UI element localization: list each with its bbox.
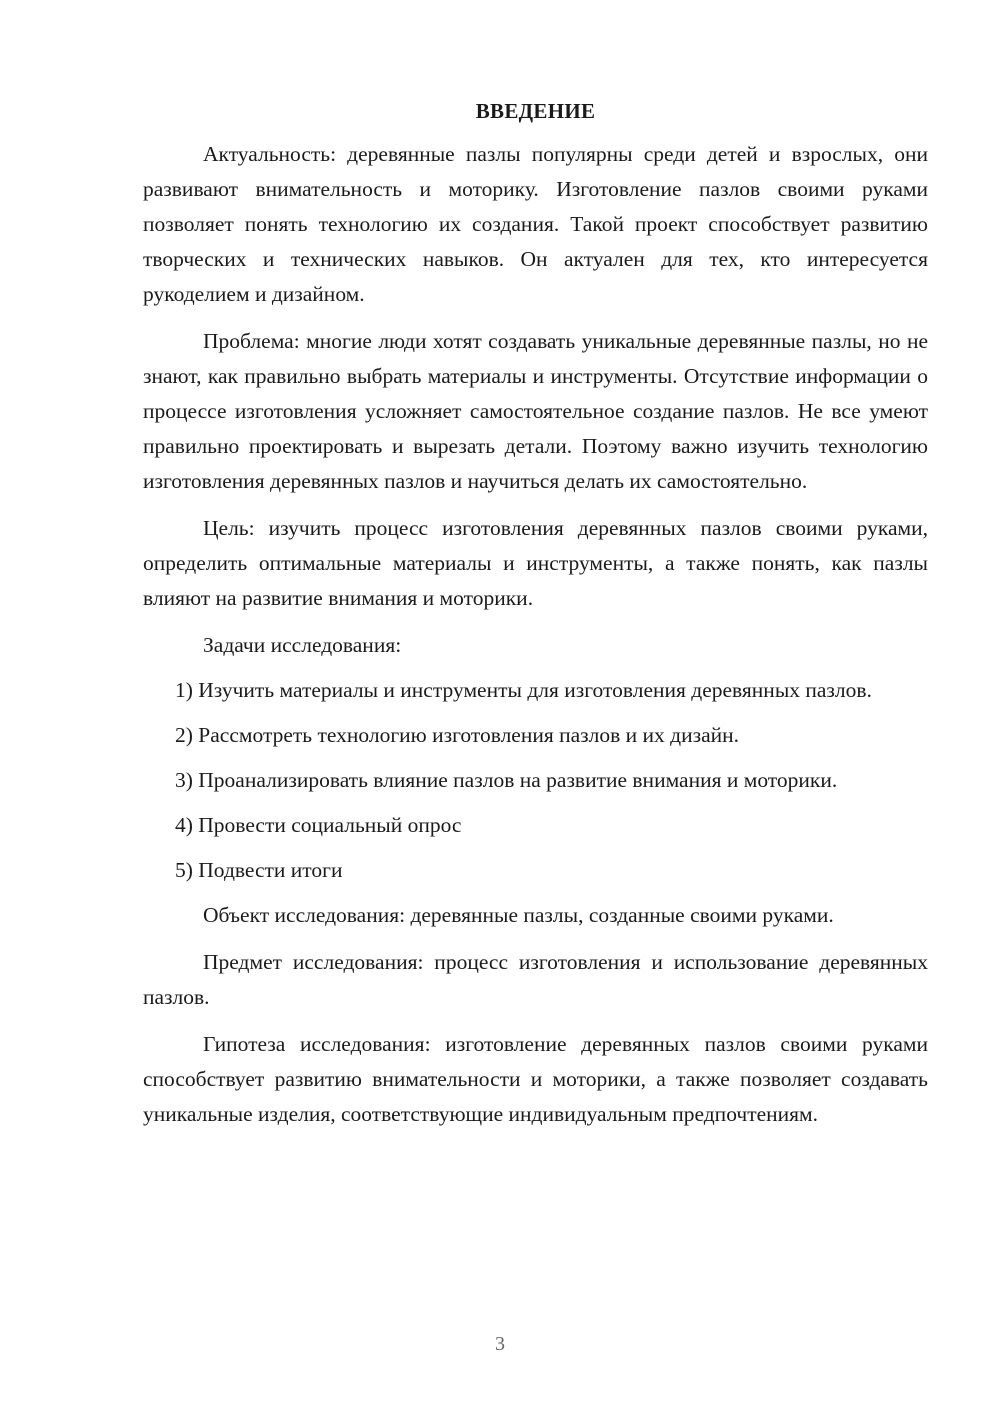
hypothesis-paragraph: Гипотеза исследования: изготовление деревянных пазлов своими руками способствует развитию внимательности и моторики, а также позволяет создавать уникальные изделия, соответствующие индивидуальным предпочтениям. (143, 1032, 928, 1126)
task-item-5: 5) Подвести итоги (175, 858, 343, 882)
document-page (143, 95, 928, 1132)
task-item-2: 2) Рассмотреть технологию изготовления пазлов и их дизайн. (175, 723, 740, 747)
goal-paragraph: Цель: изучить процесс изготовления деревянных пазлов своими руками, определить оптимальные материалы и инструменты, а также понять, как пазлы влияют на развитие внимания и моторики. (143, 516, 928, 610)
relevance-paragraph: Актуальность: деревянные пазлы популярны среди детей и взрослых, они развивают внимательность и моторику. Изготовление пазлов своими руками позволяет понять технологию их создания. Такой проект способствует развитию творческих и технических навыков. Он актуален для тех, кто интересуется рукоделием и дизайном. (143, 142, 928, 306)
page-number: 3 (495, 1333, 505, 1355)
object-paragraph: Объект исследования: деревянные пазлы, созданные своими руками. (203, 903, 834, 927)
task-item-1: 1) Изучить материалы и инструменты для изготовления деревянных пазлов. (175, 678, 872, 702)
task-item-4: 4) Провести социальный опрос (175, 813, 462, 837)
section-title: ВВЕДЕНИЕ (475, 99, 596, 123)
subject-paragraph: Предмет исследования: процесс изготовления и использование деревянных пазлов. (143, 950, 928, 1009)
task-item-3: 3) Проанализировать влияние пазлов на развитие внимания и моторики. (175, 768, 838, 792)
tasks-heading: Задачи исследования: (203, 633, 402, 657)
problem-paragraph: Проблема: многие люди хотят создавать уникальные деревянные пазлы, но не знают, как правильно выбрать материалы и инструменты. Отсутствие информации о процессе изготовления усложняет самостоятельное создание пазлов. Не все умеют правильно проектировать и вырезать детали. Поэтому важно изучить технологию изготовления деревянных пазлов и научиться делать их самостоятельно. (143, 329, 928, 493)
